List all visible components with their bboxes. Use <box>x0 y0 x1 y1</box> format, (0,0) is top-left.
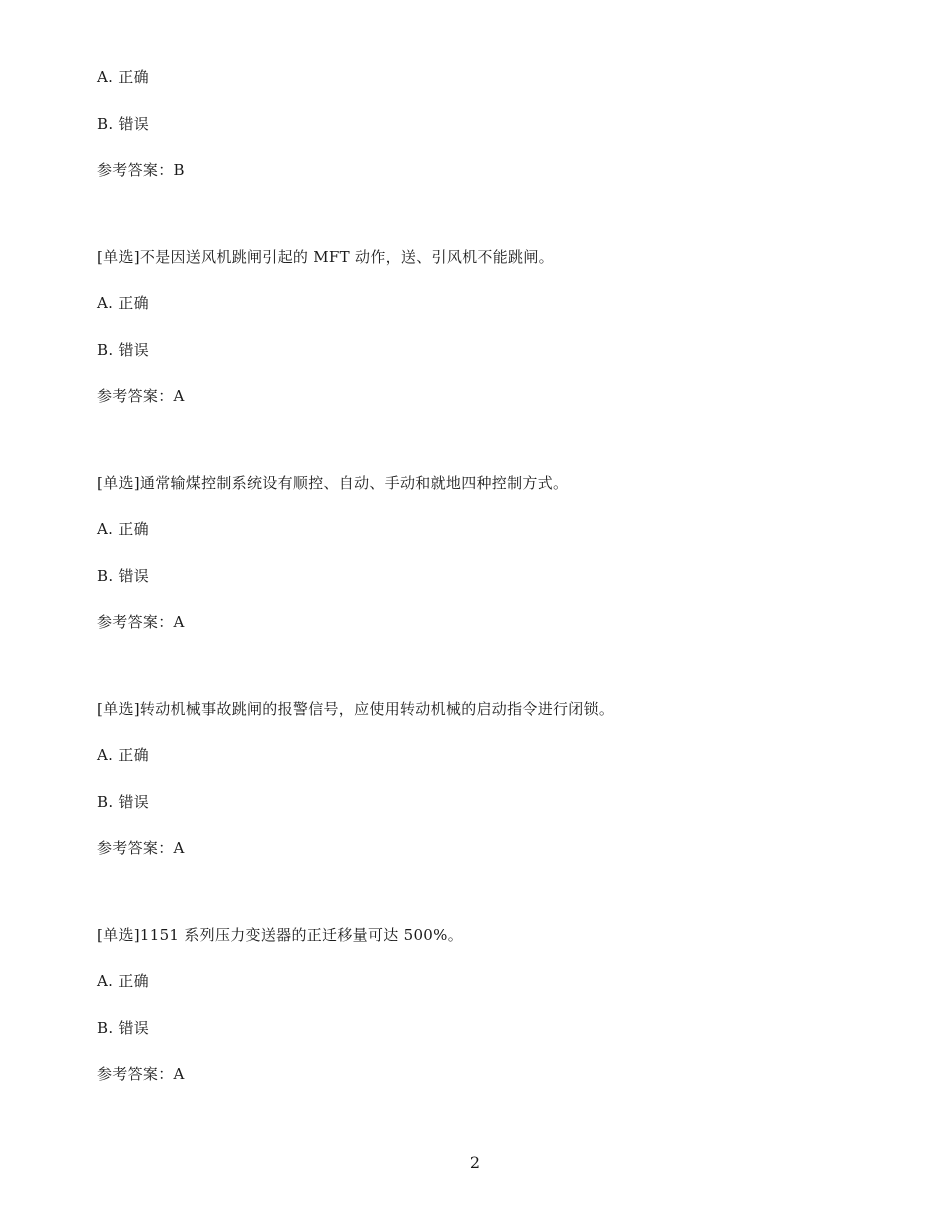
reference-answer: 参考答案：B <box>97 161 185 179</box>
option-a: A. 正确 <box>97 746 149 764</box>
option-b: B. 错误 <box>97 567 150 585</box>
reference-answer: 参考答案：A <box>97 613 185 631</box>
option-b: B. 错误 <box>97 793 150 811</box>
option-b: B. 错误 <box>97 1019 150 1037</box>
reference-answer: 参考答案：A <box>97 1065 185 1083</box>
question-text: [单选]不是因送风机跳闸引起的 MFT 动作，送、引风机不能跳闸。 <box>97 248 554 266</box>
question-text: [单选]1151 系列压力变送器的正迁移量可达 500%。 <box>97 926 463 944</box>
reference-answer: 参考答案：A <box>97 387 185 405</box>
page-number: 2 <box>469 1153 481 1172</box>
question-text: [单选]通常输煤控制系统设有顺控、自动、手动和就地四种控制方式。 <box>97 474 569 492</box>
option-b: B. 错误 <box>97 115 150 133</box>
option-a: A. 正确 <box>97 520 149 538</box>
option-a: A. 正确 <box>97 68 149 86</box>
reference-answer: 参考答案：A <box>97 839 185 857</box>
option-b: B. 错误 <box>97 341 150 359</box>
question-text: [单选]转动机械事故跳闸的报警信号，应使用转动机械的启动指令进行闭锁。 <box>97 700 615 718</box>
option-a: A. 正确 <box>97 972 149 990</box>
option-a: A. 正确 <box>97 294 149 312</box>
